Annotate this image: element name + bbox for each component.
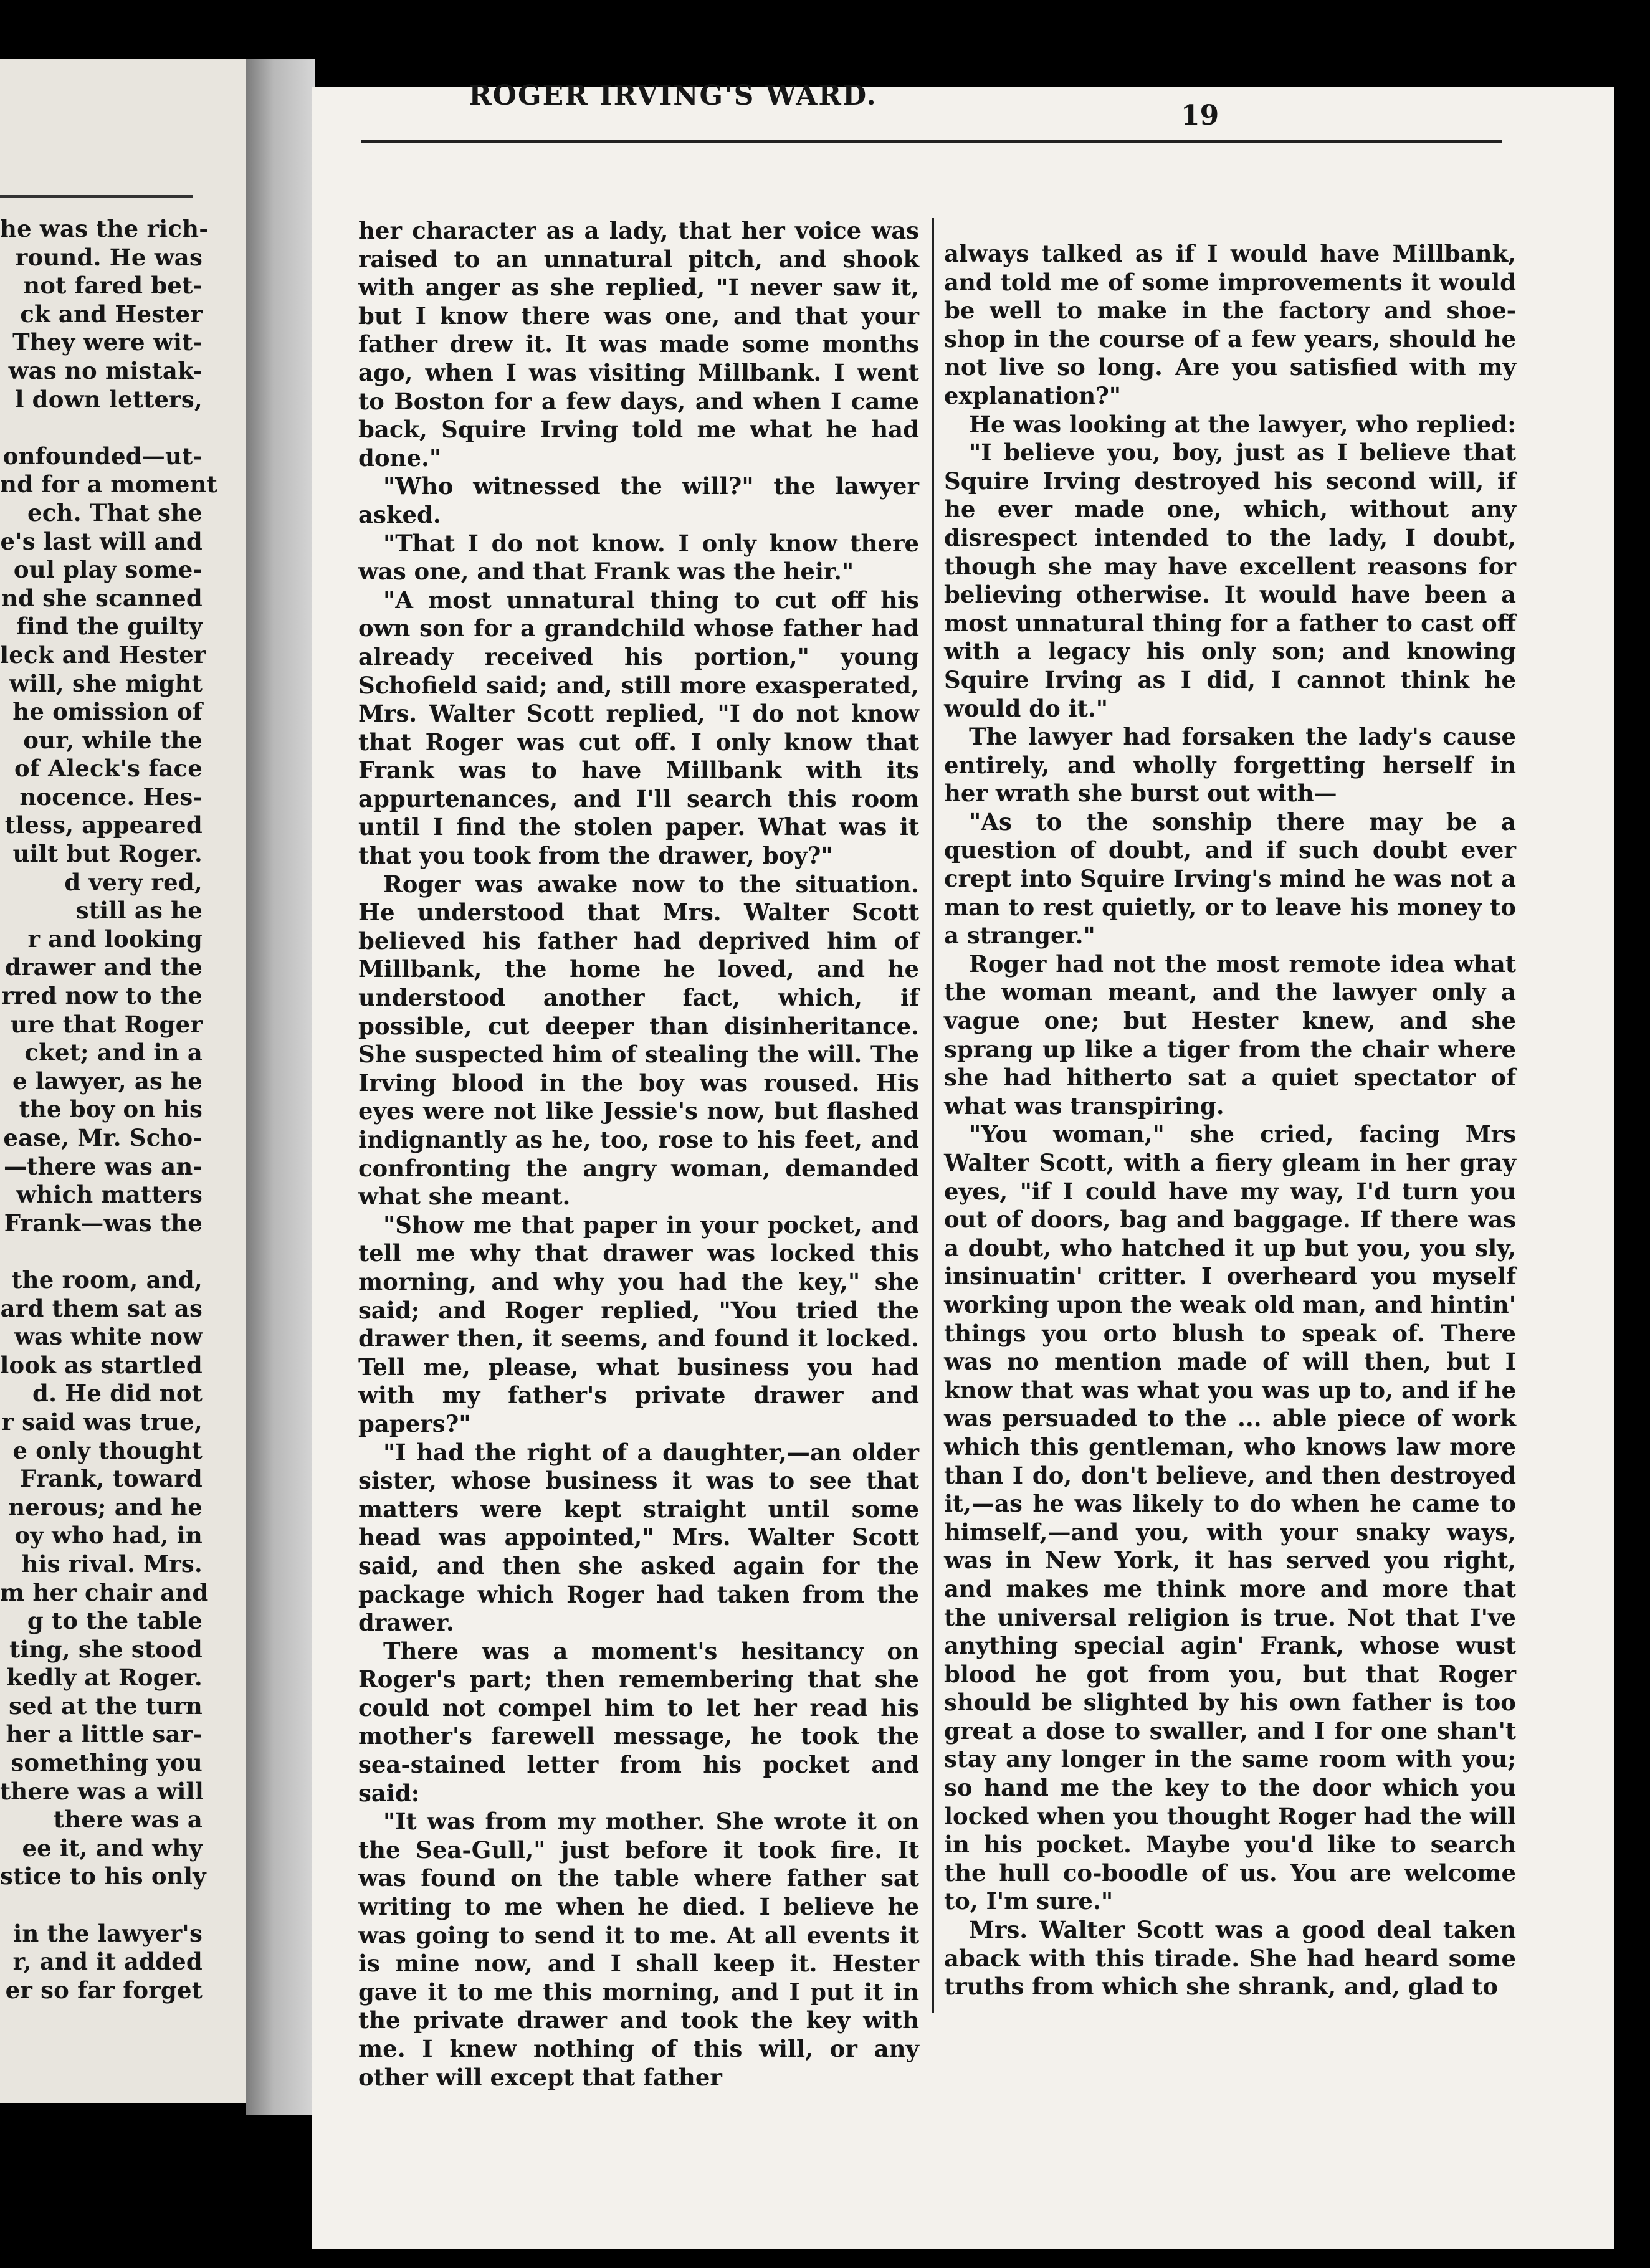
left-page-line: ard them sat as [0, 1294, 203, 1322]
paragraph: He was looking at the lawyer, who replied: [969, 410, 1516, 438]
left-page-line: r, and it added [12, 1948, 203, 1976]
left-page-line: round. He was [15, 243, 203, 271]
left-page-line: —there was an- [3, 1152, 203, 1180]
left-page-line: nerous; and he [8, 1493, 203, 1521]
left-page-line: leck and Hester [0, 641, 206, 669]
left-page-line: ure that Roger [11, 1010, 203, 1038]
left-page-line: of Aleck's face [14, 755, 203, 783]
left-page-line: nocence. Hes- [19, 783, 203, 811]
paragraph: "A most unnatural thing to cut off his own son for a grandchild whose father had already received his portion," young Schofield said; and, still more exasperated, Mrs. Walter Scott replied, "I do not know that Roger was cut off. I only know that Frank was to have Millbank with its appurtenances, and I'll search this room until I find the stolen paper. What was it that you took from the drawer, boy?" [358, 586, 919, 870]
left-page-line: there was a will [0, 1777, 204, 1805]
left-page-line: ech. That she [27, 498, 203, 526]
left-page-line: was white now [14, 1323, 203, 1351]
running-header: ROGER IRVING'S WARD. [469, 80, 877, 112]
left-page-line: Frank—was the [4, 1209, 203, 1237]
left-page-line: her a little sar- [6, 1720, 203, 1748]
paragraph: Roger was awake now to the situation. He understood that Mrs. Walter Scott believed his father had deprived him of Millbank, the home he loved, and he understood another fact, which, if possible, cut deeper than disinheritance. She suspected him of stealing the will. The Irving blood in the boy was roused. His eyes were not like Jessie's now, but flashed indignantly as he, too, rose to his feet, and confronting the angry woman, demanded what she meant. [358, 870, 919, 1211]
paragraph: Roger had not the most remote idea what the woman meant, and the lawyer only a vague one; but Hester knew, and she sprang up like a tiger from the chair where she had hitherto sat a quiet spectator of what was transpiring. [944, 950, 1516, 1120]
left-page-line: er so far forget [5, 1976, 203, 2004]
left-page-line: They were wit- [12, 328, 203, 356]
left-page-line: drawer and the [4, 953, 203, 981]
left-page-line: rred now to the [1, 982, 203, 1010]
left-page-line: was no mistak- [8, 356, 203, 384]
paragraph: "As to the sonship there may be a question of doubt, and if such doubt ever crept into Squire Irving's mind he was not a man to rest quietly, or to leave his money to a stranger." [944, 808, 1516, 950]
left-page-line: uilt but Roger. [12, 840, 203, 868]
book-spine [246, 59, 315, 2115]
left-page-line: ting, she stood [9, 1635, 203, 1663]
paragraph: "Who witnessed the will?" the lawyer asked. [358, 472, 919, 528]
left-page-line: which matters [16, 1181, 203, 1209]
left-page-line [0, 1891, 203, 1920]
left-page-rule [0, 195, 193, 198]
paragraph: Mrs. Walter Scott was a good deal taken aback with this tirade. She had heard some truths from which she shrank, and, glad to [944, 1916, 1516, 2001]
left-page-line: kedly at Roger. [6, 1664, 203, 1692]
left-page-line: d. He did not [32, 1379, 203, 1408]
left-page-line: l down letters, [15, 385, 203, 413]
left-page-line [0, 414, 203, 442]
left-page-line: in the lawyer's [13, 1919, 203, 1947]
paragraph: "I believe you, boy, just as I believe that Squire Irving destroyed his second will, if he ever made one, which, without any disrespect intended to the lady, I doubt, though she may have excellent reasons for believing otherwise. It would have been a most unnatural thing for a father to cast off with a legacy his only son; and knowing Squire Irving as I did, I cannot think he would do it." [944, 439, 1516, 722]
left-page-line: stice to his only [0, 1862, 206, 1890]
left-page-line: sed at the turn [9, 1692, 203, 1720]
header-rule [361, 140, 1502, 143]
left-page-text [0, 215, 217, 2004]
left-page-line: oul play some- [13, 556, 203, 584]
left-page-line: his rival. Mrs. [21, 1550, 203, 1578]
paragraph: "That I do not know. I only know there was one, and that Frank was the heir." [358, 529, 919, 586]
left-page-line: tless, appeared [4, 811, 203, 839]
left-page-line: he was the rich- [0, 215, 209, 242]
left-page-line: the boy on his [19, 1095, 203, 1123]
left-page-line: ee it, and why [22, 1834, 203, 1862]
left-page [0, 59, 246, 2103]
left-page-line: look as startled [0, 1351, 203, 1379]
paragraph: always talked as if I would have Millbank, and told me of some improvements it would be well to make in the factory and shoe-shop in the course of a few years, should he not live so long. Are you satisfied with my explanation?" [944, 240, 1516, 409]
left-page-line: he omission of [12, 698, 203, 726]
left-page-line: ck and Hester [20, 300, 203, 328]
left-page-line: m her chair and [0, 1578, 209, 1606]
left-page-line: r said was true, [1, 1408, 203, 1436]
paragraph: There was a moment's hesitancy on Roger's part; then remembering that she could not compel him to let her read his mother's farewell message, he took the sea-stained letter from his pocket and said: [358, 1637, 919, 1807]
left-page-line: r and looking [27, 925, 203, 953]
left-page-line: the room, and, [11, 1265, 203, 1294]
paragraph: her character as a lady, that her voice was raised to an unnatural pitch, and shook with anger as she replied, "I never saw it, but I know there was one, and that your father drew it. It was made some months ago, when I was visiting Millbank. I went to Boston for a few days, and when I came back, Squire Irving told me what he had done." [358, 217, 919, 472]
left-page-line: e only thought [12, 1436, 203, 1464]
left-page-line: find the guilty [16, 612, 203, 641]
left-page-line [0, 1237, 203, 1266]
left-page-line: g to the table [27, 1607, 203, 1635]
left-page-line: d very red, [64, 868, 203, 896]
paragraph: "I had the right of a daughter,—an older sister, whose business it was to see that matters were kept straight until some head was appointed," Mrs. Walter Scott said, and then she asked again for the package which Roger had taken from the drawer. [358, 1438, 919, 1637]
left-page-line: ease, Mr. Scho- [3, 1124, 203, 1151]
left-page-line: our, while the [23, 726, 203, 754]
left-page-line: nd for a moment [0, 470, 217, 498]
paragraph: The lawyer had forsaken the lady's cause entirely, and wholly forgetting herself in her wrath she burst out with— [944, 723, 1516, 808]
left-page-line: onfounded—ut- [2, 442, 203, 470]
left-page-line: e lawyer, as he [12, 1067, 203, 1095]
left-page-line: something you [11, 1749, 203, 1777]
left-page-line: cket; and in a [24, 1039, 203, 1067]
paragraph: "It was from my mother. She wrote it on the Sea-Gull," just before it took fire. It was found on the table where father sat writing to me when he died. I believe he was going to send it to me. At all events it is mine now, and I shall keep it. Hester gave it to me this morning, and I put it in the private drawer and took the key with me. I knew nothing of this will, or any other will except that father [358, 1808, 919, 2091]
left-page-line: oy who had, in [14, 1522, 203, 1550]
left-page-line: nd she scanned [1, 584, 203, 612]
left-page-line: not fared bet- [23, 272, 203, 300]
page-number: 19 [1181, 100, 1219, 131]
left-page-line: will, she might [9, 669, 203, 697]
column-divider [932, 218, 934, 2013]
text-column-left [358, 217, 919, 2092]
paragraph: "You woman," she cried, facing Mrs Walter Scott, with a fiery gleam in her gray eyes, "if I could have my way, I'd turn you out of doors, bag and baggage. If there was a doubt, who hatched it up but you, you sly, insinuatin' critter. I overheard you myself working upon the weak old man, and hintin' things you orto blush to speak of. There was no mention made of will then, but I know that was what you was up to, and if he was persuaded to the ... able piece of work which this gentleman, who knows law more than I do, don't believe, and then destroyed it,—as he was likely to do when he came to himself,—and you, with your snaky ways, was in New York, it has served you right, and makes me think more and more that the universal religion is true. Not that I've anything special agin' Frank, whose wust blood he got from you, but that Roger should be slighted by his own father is too great a dose to swaller, and I for one shan't stay any longer in the same room with you; so hand me the key to the door which you locked when you thought Roger had the will in his pocket. Maybe you'd like to search the hull co-boodle of us. You are welcome to, I'm sure." [944, 1120, 1516, 1915]
left-page-line: Frank, toward [20, 1465, 203, 1493]
text-column-right [944, 240, 1516, 2001]
left-page-line: there was a [53, 1806, 203, 1834]
left-page-line: e's last will and [0, 527, 203, 555]
left-page-line: still as he [75, 897, 203, 925]
paragraph: "Show me that paper in your pocket, and tell me why that drawer was locked this morning, and why you had the key," she said; and Roger replied, "You tried the drawer then, it seems, and found it locked. Tell me, please, what business you had with my father's private drawer and papers?" [358, 1211, 919, 1437]
